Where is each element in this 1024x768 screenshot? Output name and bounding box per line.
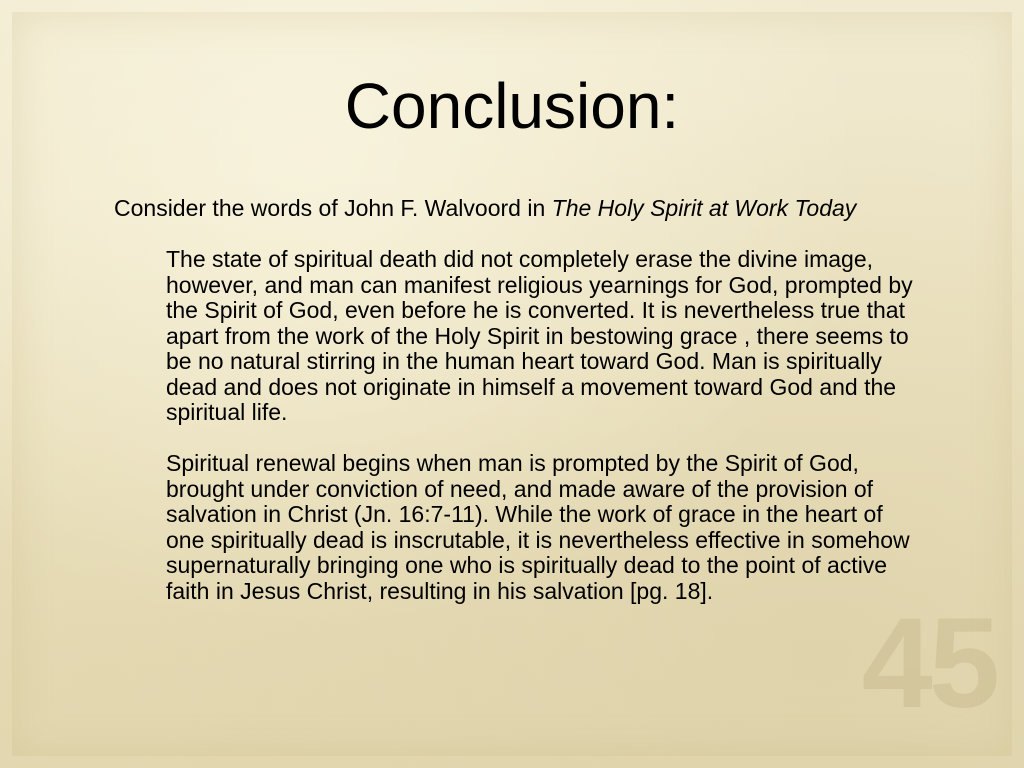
quote-paragraph-1: The state of spiritual death did not completely erase the divine image, however, and man can manifest religious yearnings for God, prompted by the Spirit of God, even before he is converted. It is nevertheless true that apart from the work of the Holy Spirit in bestowing grace , there seems to be no natural stirring in the human heart toward God. Man is spiritually dead and does not originate in himself a movement toward God and the spiritual life. bbox=[166, 246, 913, 425]
book-title: The Holy Spirit at Work Today bbox=[551, 195, 857, 221]
slide-title: Conclusion: bbox=[344, 70, 680, 142]
slide-number: 45 bbox=[861, 592, 996, 735]
intro-line bbox=[114, 196, 914, 222]
quote-paragraph-2: Spiritual renewal begins when man is prompted by the Spirit of God, brought under conviction of need, and made aware of the provision of salvation in Christ (Jn. 16:7-11). While the work of grace in the heart of one spiritually dead is inscrutable, it is nevertheless effective in somehow supernaturally bringing one who is spiritually dead to the point of active faith in Jesus Christ, resulting in his salvation [pg. 18]. bbox=[166, 450, 910, 604]
intro-text: Consider the words of John F. Walvoord in bbox=[114, 195, 552, 221]
slide-body bbox=[114, 196, 914, 604]
